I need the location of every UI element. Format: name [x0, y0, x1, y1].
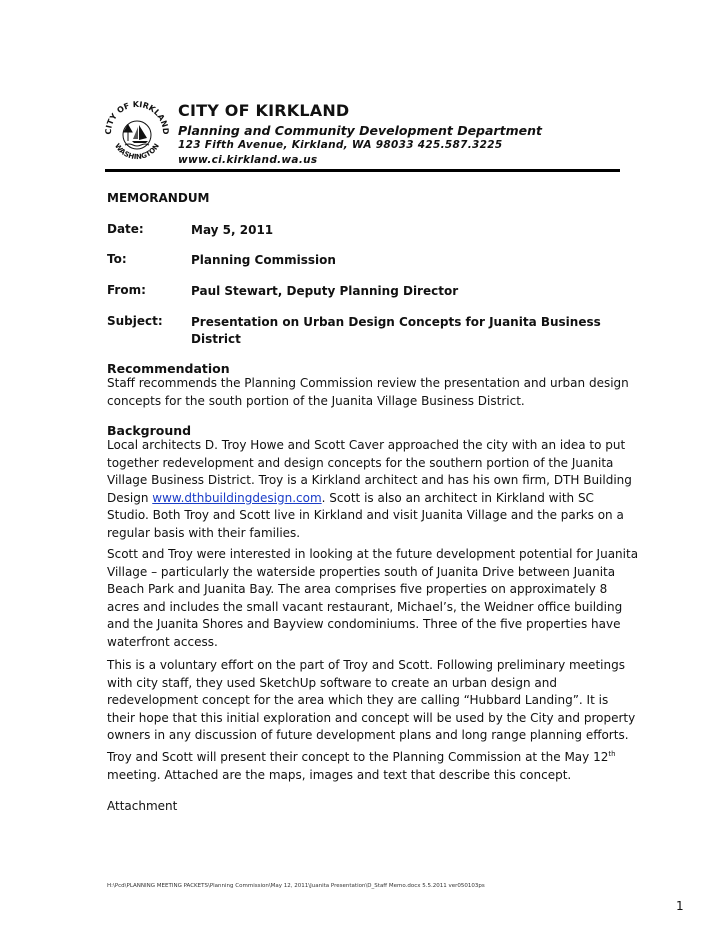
paragraph-line: and the Juanita Shores and Bayview condominiums. Three of the five properties have	[107, 617, 621, 632]
paragraph-line: Scott and Troy were interested in looking at the future development potential for Juanita	[107, 547, 639, 561]
file-path-footer: H:\Pcd\PLANNING MEETING PACKETS\Planning Commission\May 12, 2011\Juanita Presentation\D_Staff Memo.docx 5.5.2011 ver050103ps	[107, 883, 485, 889]
memo-heading: MEMORANDUM	[107, 191, 210, 205]
website-line: www.ci.kirkland.wa.us	[178, 154, 318, 166]
dth-website-link[interactable]: www.dthbuildingdesign.com	[152, 490, 322, 505]
svg-text:WASHINGTON: WASHINGTON	[112, 142, 162, 162]
paragraph-line: their hope that this initial exploration and concept will be used by the City and property	[107, 710, 636, 725]
paragraph-line: redevelopment concept for the area which they are calling “Hubbard Landing”. It is	[107, 693, 609, 708]
from-label: From:	[107, 283, 146, 297]
page-number: 1	[676, 899, 684, 913]
paragraph-line: Local architects D. Troy Howe and Scott Caver approached the city with an idea to put	[107, 438, 626, 452]
background-paragraph-3	[107, 657, 636, 745]
link-prefix: Design	[107, 490, 153, 505]
paragraph-line: waterfront access.	[107, 634, 218, 649]
subject-label: Subject:	[107, 314, 163, 328]
to-label: To:	[107, 252, 127, 266]
subject-line-1: Presentation on Urban Design Concepts for Juanita Business	[191, 315, 601, 329]
svg-text:CITY OF KIRKLAND: CITY OF KIRKLAND	[103, 99, 171, 135]
date-label: Date:	[107, 222, 144, 236]
subject-value	[191, 314, 601, 348]
paragraph-line-with-link	[107, 490, 617, 508]
paragraph-line: acres and includes the small vacant restaurant, Michael’s, the Weidner office building	[107, 599, 623, 614]
paragraph-line: together redevelopment and design concepts for the southern portion of the Juanita	[107, 455, 614, 470]
city-seal-logo	[102, 97, 172, 167]
address-line: 123 Fifth Avenue, Kirkland, WA 98033 425.587.3225	[178, 139, 503, 151]
from-value: Paul Stewart, Deputy Planning Director	[191, 284, 459, 298]
paragraph-line: This is a voluntary effort on the part of Troy and Scott. Following preliminary meetings	[107, 658, 625, 672]
paragraph-line: Village – particularly the waterside properties south of Juanita Drive between Juanita	[107, 564, 616, 579]
link-suffix: . Scott is also an architect in Kirkland with SC	[321, 490, 594, 505]
recommendation-text	[107, 375, 629, 410]
to-value: Planning Commission	[191, 253, 336, 267]
ordinal-suffix: th	[608, 750, 616, 758]
attachment-text: Attachment	[107, 799, 178, 813]
background-paragraph-4	[107, 749, 617, 784]
recommendation-line: concepts for the south portion of the Juanita Village Business District.	[107, 393, 525, 408]
presentation-sentence: Troy and Scott will present their concept to the Planning Commission at the May 12	[107, 750, 609, 764]
paragraph-line: owners in any discussion of future development plans and long range planning efforts.	[107, 728, 629, 743]
paragraph-line	[107, 749, 617, 767]
background-heading: Background	[107, 423, 192, 438]
department-name: Planning and Community Development Department	[178, 123, 542, 138]
paragraph-line: Studio. Both Troy and Scott live in Kirkland and visit Juanita Village and the parks on a	[107, 508, 624, 523]
subject-line-2: District	[191, 332, 241, 346]
background-paragraph-1	[107, 437, 632, 543]
attachment-label	[107, 798, 617, 816]
background-paragraph-2	[107, 546, 639, 652]
paragraph-line: Beach Park and Juanita Bay. The area comprises five properties on approximately 8	[107, 582, 608, 597]
paragraph-line: with city staff, they used SketchUp software to create an urban design and	[107, 675, 557, 690]
paragraph-line: Village Business District. Troy is a Kirkland architect and has his own firm, DTH Building	[107, 473, 632, 488]
org-name: CITY OF KIRKLAND	[178, 101, 350, 120]
date-value: May 5, 2011	[191, 223, 274, 237]
recommendation-line: Staff recommends the Planning Commission review the presentation and urban design	[107, 376, 629, 390]
paragraph-line: meeting. Attached are the maps, images and text that describe this concept.	[107, 767, 572, 782]
paragraph-line: regular basis with their families.	[107, 525, 301, 540]
recommendation-heading: Recommendation	[107, 361, 230, 376]
header-rule	[105, 169, 620, 172]
